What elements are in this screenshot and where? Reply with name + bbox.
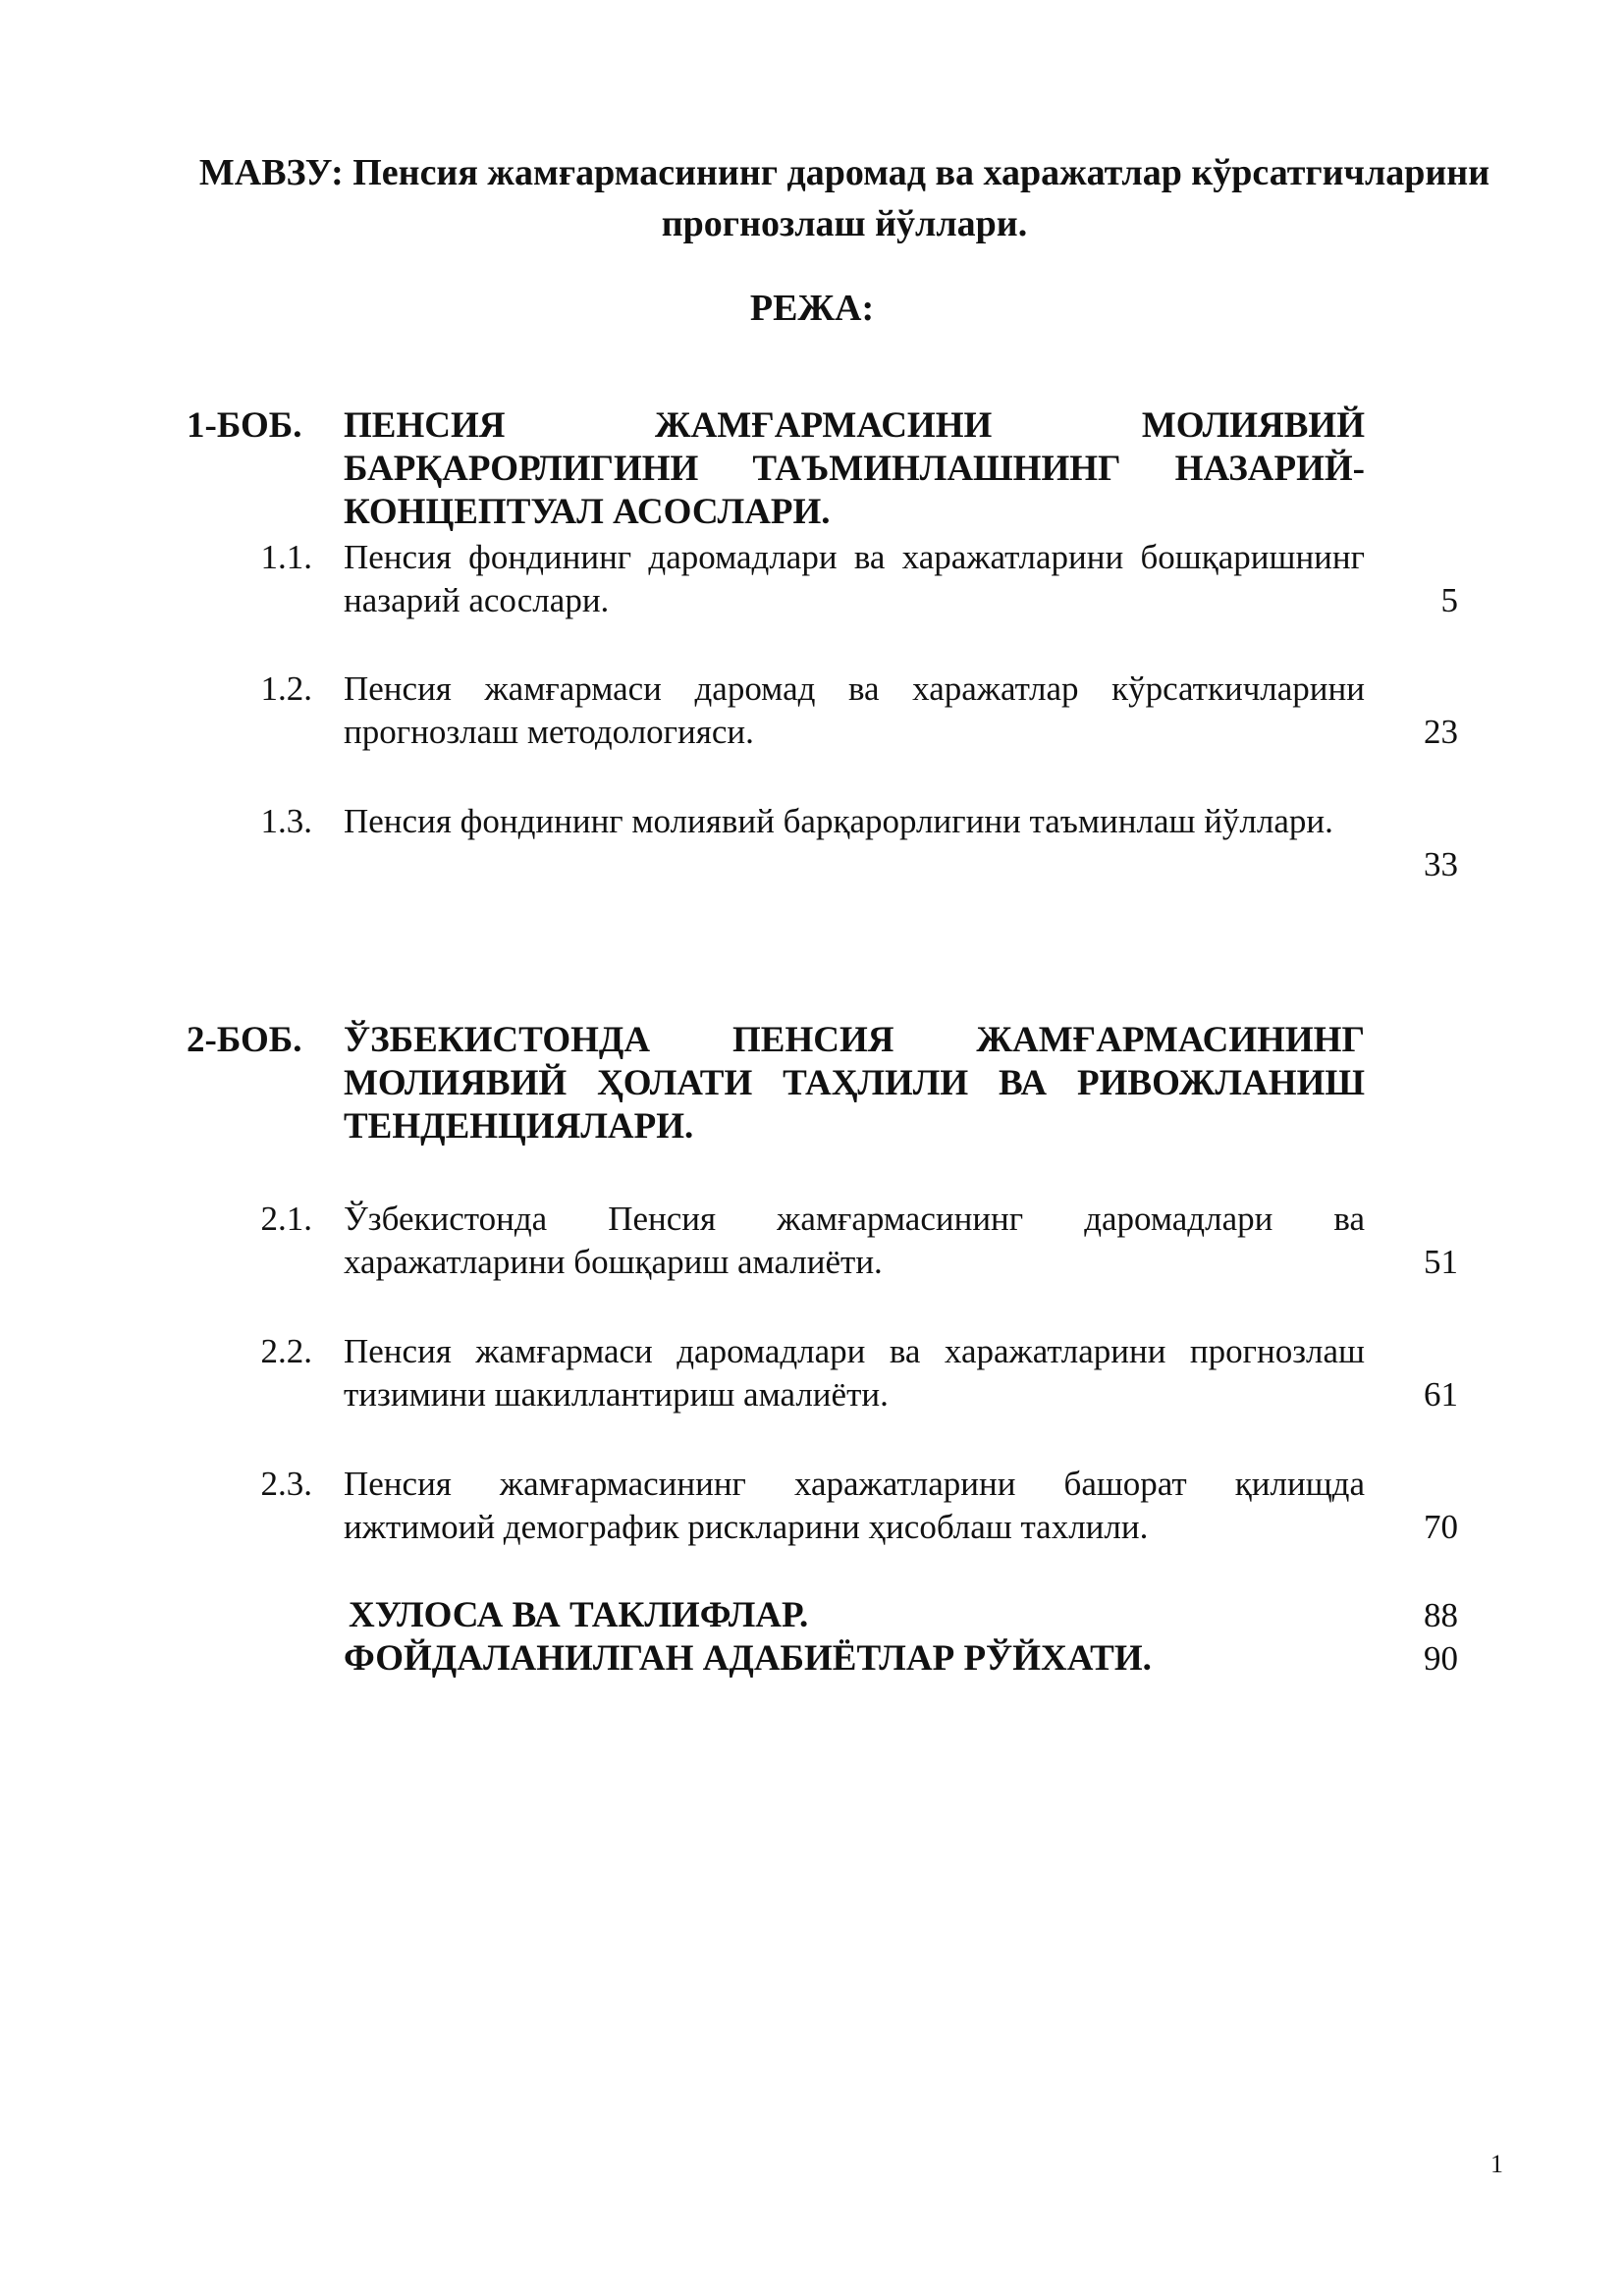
section-page: 33 [1424,845,1458,883]
section-number: 1.3. [260,802,312,840]
section-title: Пенсия фондининг молиявий барқарорлигини таъминлаш йўллари. [344,802,1333,840]
plan-heading: РЕЖА: [749,288,875,329]
section-page: 51 [1424,1243,1458,1281]
page-number: 1 [1490,2150,1503,2178]
section-title: Пенсия фондининг даромадлари ва харажатларини бошқаришнинг назарий асослари. [344,538,1365,619]
section-page: 5 [1440,581,1458,619]
title-line-1: МАВЗУ: Пенсия жамғармасининг даромад ва харажатлар кўрсатгичларини [198,152,1490,193]
section-title: Пенсия жамғармаси даромадлари ва харажатларини прогнозлаш тизимини шакиллантириш амалиёти. [344,1332,1365,1414]
title-line-2: прогнозлаш йўллари. [661,203,1028,244]
chapter-number: 2-БОБ. [187,1020,302,1060]
section-number: 1.1. [260,538,312,576]
references-title: ФОЙДАЛАНИЛГАН АДАБИЁТЛАР РЎЙХАТИ. [344,1638,1152,1679]
section-title: Пенсия жамғармаси даромад ва харажатлар кўрсаткичларини прогнозлаш методологияси. [344,669,1365,751]
section-page: 70 [1424,1508,1458,1546]
section-number: 1.2. [260,669,312,708]
section-number: 2.1. [260,1200,312,1238]
document-title [118,147,1571,249]
chapter-title: ПЕНСИЯ ЖАМҒАРМАСИНИ МОЛИЯВИЙ БАРҚАРОРЛИГИНИ ТАЪМИНЛАШНИНГ НАЗАРИЙ-КОНЦЕПТУАЛ АСОСЛАРИ. [344,405,1365,532]
references-page: 90 [1424,1639,1458,1678]
chapter-title: ЎЗБЕКИСТОНДА ПЕНСИЯ ЖАМҒАРМАСИНИНГ МОЛИЯВИЙ ҲОЛАТИ ТАҲЛИЛИ ВА РИВОЖЛАНИШ ТЕНДЕНЦИЯЛАРИ. [344,1020,1365,1147]
section-title: Пенсия жамғармасининг харажатларини башорат қилищда ижтимоий демографик рискларини ҳисоблаш тахлили. [344,1465,1365,1546]
conclusion-page: 88 [1424,1596,1458,1634]
section-number: 2.2. [260,1332,312,1370]
conclusion-title: ХУЛОСА ВА ТАКЛИФЛАР. [349,1595,809,1635]
chapter-number: 1-БОБ. [187,405,302,446]
section-title: Ўзбекистонда Пенсия жамғармасининг даромадлари ва харажатларини бошқариш амалиёти. [344,1200,1365,1281]
section-page: 61 [1424,1375,1458,1414]
section-number: 2.3. [260,1465,312,1503]
section-page: 23 [1424,713,1458,751]
